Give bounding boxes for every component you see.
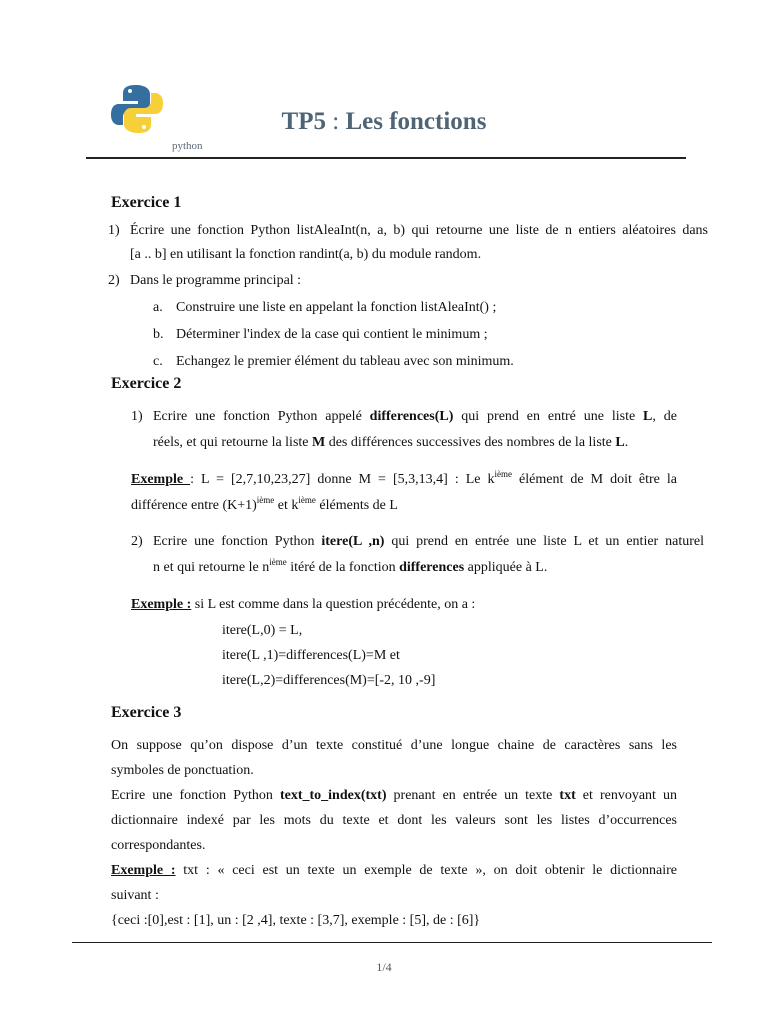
ex1-q1-line: Écrire une fonction Python listAleaInt(n, a, b) qui retourne une liste de n entiers aléatoires dans bbox=[130, 223, 708, 238]
header-divider bbox=[86, 157, 686, 159]
ex3-paragraph-line: symboles de ponctuation. bbox=[111, 763, 254, 778]
ex2-example-2: Exemple : si L est comme dans la question précédente, on a : bbox=[131, 597, 476, 612]
ex1-q1-number: 1) bbox=[108, 223, 120, 238]
ex2-q1-number: 1) bbox=[131, 409, 143, 424]
ex1-q2-number: 2) bbox=[108, 273, 120, 288]
ex3-paragraph-line: correspondantes. bbox=[111, 838, 206, 853]
ex2-q2-number: 2) bbox=[131, 534, 143, 549]
list-item-letter: b. bbox=[153, 327, 164, 342]
exercise-1-heading: Exercice 1 bbox=[111, 194, 182, 211]
ex3-paragraph-line: dictionnaire indexé par les mots du texte et dont les valeurs sont les listes d’occurrences bbox=[111, 813, 677, 828]
ex3-example-line: Exemple : txt : « ceci est un texte un exemple de texte », on doit obtenir le dictionnaire bbox=[111, 863, 678, 878]
code-line: itere(L,2)=differences(M)=[-2, 10 ,-9] bbox=[222, 673, 436, 688]
page-number: 1/4 bbox=[376, 960, 392, 974]
ex2-example-line: Exemple : L = [2,7,10,23,27] donne M = [5,3,13,4] : Le $k^{ième}$ élément de M doit être la bbox=[131, 469, 677, 487]
page-title: TP5 : Les fonctions bbox=[281, 108, 487, 135]
ex3-example-line: suivant : bbox=[111, 888, 159, 903]
ex2-example-line: différence entre $(K+1)^{ième}$ et $k^{ième}$ éléments de L bbox=[131, 495, 398, 513]
code-line: itere(L ,1)=differences(L)=M et bbox=[222, 648, 400, 663]
footer-divider bbox=[72, 942, 712, 943]
ex1-q1-line: [a .. b] en utilisant la fonction randint(a, b) du module random. bbox=[130, 247, 482, 262]
logo-caption: python bbox=[172, 140, 203, 152]
ex3-paragraph-line: On suppose qu’on dispose d’un texte constitué d’une longue chaine de caractères sans les bbox=[111, 738, 677, 753]
list-item-letter: c. bbox=[153, 354, 163, 369]
ex2-q2-line: n et qui retourne le $n^{ième}$ itéré de la fonction differences appliquée à L. bbox=[153, 557, 548, 575]
list-item: Echangez le premier élément du tableau avec son minimum. bbox=[176, 354, 514, 369]
code-line: itere(L,0) = L, bbox=[222, 623, 303, 638]
list-item: Déterminer l'index de la case qui contient le minimum ; bbox=[176, 327, 488, 342]
ex2-q1-line: Ecrire une fonction Python appelé differences(L) qui prend en entré une liste L, de bbox=[153, 409, 677, 424]
list-item-letter: a. bbox=[153, 300, 163, 315]
ex2-q2-line: Ecrire une fonction Python itere(L ,n) qui prend en entrée une liste L et un entier naturel bbox=[153, 534, 704, 549]
exercise-2-heading: Exercice 2 bbox=[111, 375, 182, 392]
ex3-paragraph-line: Ecrire une fonction Python text_to_index(txt) prenant en entrée un texte txt et renvoyant un bbox=[111, 788, 677, 803]
ex3-result: {ceci :[0],est : [1], un : [2 ,4], texte : [3,7], exemple : [5], de : [6]} bbox=[111, 913, 481, 928]
ex1-q2-text: Dans le programme principal : bbox=[130, 273, 302, 288]
exercise-3-heading: Exercice 3 bbox=[111, 704, 182, 721]
ex2-q1-line: réels, et qui retourne la liste M des différences successives des nombres de la liste L. bbox=[153, 435, 629, 450]
list-item: Construire une liste en appelant la fonction listAleaInt() ; bbox=[176, 300, 497, 315]
